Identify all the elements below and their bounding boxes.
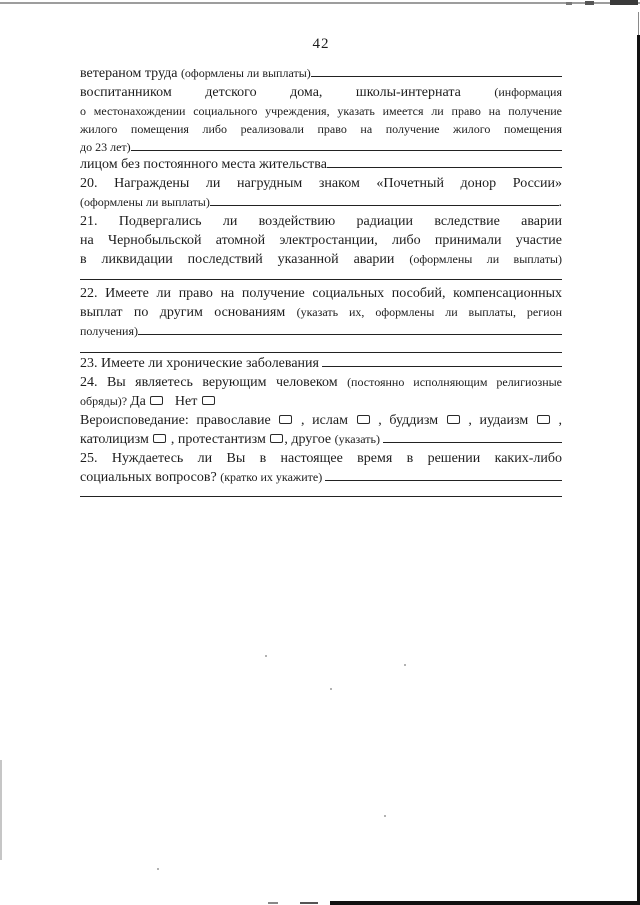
- text-run: на Чернобыльской атомной электростанции, либо принимали участие: [80, 233, 562, 248]
- line-q24-religion-2: [80, 430, 562, 449]
- line-orphanage-2: [80, 102, 562, 120]
- text-run: Да: [130, 394, 150, 409]
- text-run: (оформлены ли выплаты): [80, 195, 210, 209]
- text-run: (информация: [494, 85, 562, 99]
- text-run: .: [558, 195, 562, 210]
- text-run: в ликвидации последствий указанной аварии: [80, 252, 410, 267]
- line-q21-text-3: [80, 250, 562, 269]
- text-run: социальных вопросов?: [80, 470, 221, 485]
- text-run: (оформлены ли выплаты): [409, 252, 562, 266]
- scan-speck: [404, 664, 406, 666]
- text-run: 20. Награждены ли нагрудным знаком «Почетный донор России»: [80, 176, 562, 191]
- q22-answer-underline: [80, 352, 562, 353]
- line-orphanage-3: [80, 120, 562, 138]
- text-run: жилого помещения либо реализовали право на получение жилого помещения: [80, 122, 562, 136]
- text-run: (кратко их укажите): [220, 470, 326, 484]
- blank-homeless: [327, 167, 562, 168]
- line-q22-text-1: [80, 284, 562, 303]
- scan-artifact-bottom-edge: [268, 902, 278, 904]
- scan-speck: [384, 815, 386, 817]
- line-q25-text-1: [80, 449, 562, 468]
- checkbox-islam: [357, 415, 370, 424]
- text-run: воспитанником детского дома, школы-интерната: [80, 85, 495, 100]
- text-run: о местонахождении социального учреждения, указать имеется ли право на получение: [80, 104, 562, 118]
- line-q21-text-2: [80, 231, 562, 250]
- text-run: 21. Подвергались ли воздействию радиации вследствие аварии: [80, 214, 562, 229]
- line-q23: [80, 355, 562, 373]
- line-q22-text-2: [80, 303, 562, 322]
- scan-artifact-top-right: [610, 0, 638, 5]
- checkbox-protestantism: [270, 434, 283, 443]
- checkbox-orthodoxy: [279, 415, 292, 424]
- text-run: (оформлены ли выплаты): [180, 66, 311, 80]
- scan-speck: [330, 688, 332, 690]
- checkbox-catholicism: [153, 434, 166, 443]
- blank-orphanage-housing: [131, 150, 562, 151]
- scan-artifact-top-right: [566, 2, 572, 5]
- line-orphanage-1: [80, 83, 562, 102]
- scan-artifact-left-edge: [0, 760, 2, 860]
- scan-artifact-right-edge: [638, 12, 639, 35]
- line-orphanage-4: [80, 138, 562, 156]
- line-q24-yes-no: [80, 392, 562, 411]
- scan-artifact-top-edge: [0, 2, 640, 4]
- scan-artifact-bottom-edge: [330, 901, 640, 905]
- scan-artifact-right-edge: [637, 35, 640, 905]
- text-run: Вероисповедание: православие: [80, 413, 279, 428]
- text-run: , иудаизм: [460, 413, 536, 428]
- text-run: 22. Имеете ли право на получение социальных пособий, компенсационных: [80, 286, 562, 301]
- text-run: выплат по другим основаниям: [80, 305, 297, 320]
- line-q20-text: [80, 174, 562, 193]
- line-homeless: [80, 156, 562, 174]
- line-q22-answer: [80, 322, 562, 340]
- text-run: до 23 лет): [80, 140, 131, 154]
- text-run: ,: [550, 413, 563, 428]
- line-q25-text-2: [80, 468, 562, 487]
- blank-q22-region: [138, 334, 562, 335]
- text-run: (постоянно исполняющим религиозные: [347, 375, 563, 389]
- q21-answer-underline: [80, 279, 562, 280]
- checkbox-judaism: [537, 415, 550, 424]
- line-q24-text-1: [80, 373, 562, 392]
- blank-veteran-payments: [311, 76, 562, 77]
- scan-speck: [157, 868, 159, 870]
- line-veteran-labor: [80, 64, 562, 83]
- line-q24-religion-1: [80, 411, 562, 430]
- text-run: , буддизм: [370, 413, 446, 428]
- text-run: , ислам: [293, 413, 356, 428]
- blank-q25-issues: [325, 480, 562, 481]
- blank-q20-payments: [210, 205, 559, 206]
- q25-answer-underline: [80, 496, 562, 497]
- line-q21-text-1: [80, 212, 562, 231]
- text-run: (указать): [334, 432, 384, 446]
- text-run: получения): [80, 324, 138, 338]
- blank-q23-diseases: [322, 366, 562, 367]
- line-q20-answer: [80, 193, 562, 212]
- scan-artifact-bottom-edge: [300, 902, 318, 904]
- text-run: католицизм: [80, 432, 153, 447]
- scan-speck: [265, 655, 267, 657]
- text-run: обряды)?: [80, 394, 131, 408]
- document-body: [80, 64, 562, 497]
- text-run: лицом без постоянного места жительства: [80, 157, 327, 172]
- checkbox-yes: [150, 396, 163, 405]
- text-run: , протестантизм: [167, 432, 270, 447]
- text-run: 23. Имеете ли хронические заболевания: [80, 356, 323, 371]
- checkbox-buddhism: [447, 415, 460, 424]
- text-run: (указать их, оформлены ли выплаты, регион: [296, 305, 562, 319]
- text-run: 25. Нуждаетесь ли Вы в настоящее время в решении каких-либо: [80, 451, 562, 466]
- text-run: ветераном труда: [80, 66, 181, 81]
- scan-artifact-top-right: [585, 1, 594, 5]
- blank-religion-other: [383, 442, 562, 443]
- checkbox-no: [202, 396, 215, 405]
- page-number: 42: [312, 36, 330, 52]
- text-run: Нет: [164, 394, 201, 409]
- text-run: 24. Вы являетесь верующим человеком: [80, 375, 348, 390]
- text-run: , другое: [284, 432, 335, 447]
